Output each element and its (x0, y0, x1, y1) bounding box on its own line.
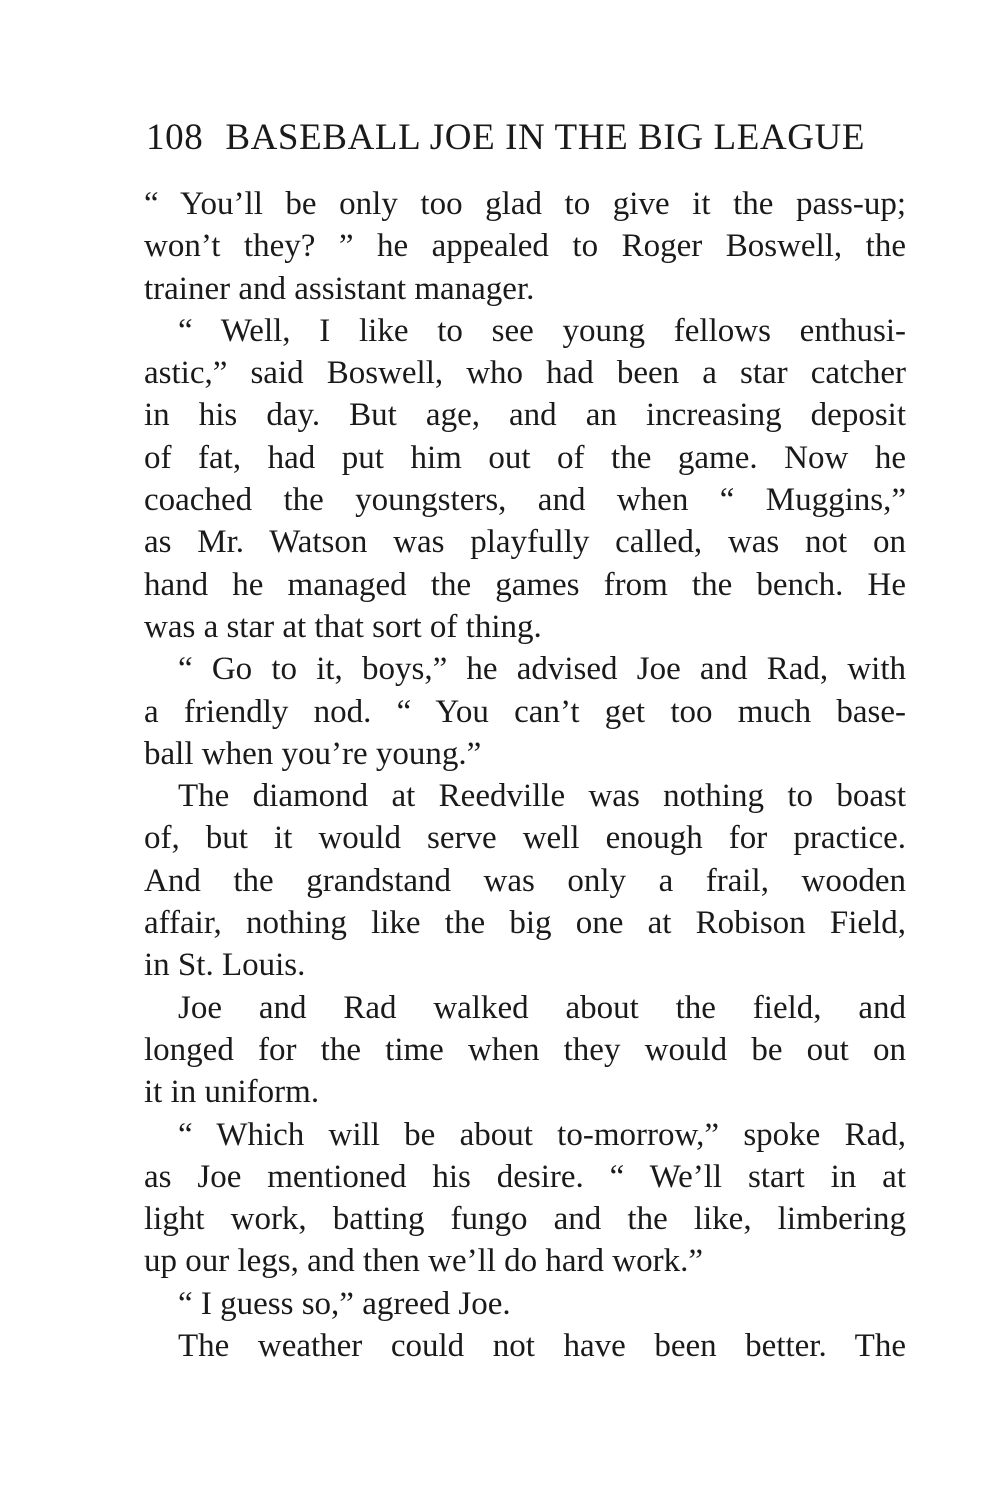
text-line: “ Which will be about to-morrow,” spoke Rad, (178, 1116, 906, 1153)
text-line: “ I guess so,” agreed Joe. (178, 1285, 511, 1322)
text-line: a friendly nod. “ You can’t get too much base- (144, 693, 906, 730)
text-line: in his day. But age, and an increasing deposit (144, 397, 906, 434)
text-line: astic,” said Boswell, who had been a star catcher (144, 355, 906, 392)
text-line: light work, batting fungo and the like, limbering (144, 1201, 906, 1238)
text-line: of fat, had put him out of the game. Now he (144, 439, 906, 476)
body-text (144, 183, 906, 1367)
page-number: 108 (146, 117, 204, 158)
text-line: won’t they? ” he appealed to Roger Boswell, the (144, 228, 906, 265)
running-title: BASEBALL JOE IN THE BIG LEAGUE (225, 117, 866, 158)
text-line: hand he managed the games from the bench. He (144, 566, 906, 603)
text-line: ball when you’re young.” (144, 735, 482, 772)
text-line: “ You’ll be only too glad to give it the pass-up; (144, 186, 906, 222)
text-line: as Joe mentioned his desire. “ We’ll start in at (144, 1158, 906, 1195)
text-line: affair, nothing like the big one at Robison Field, (144, 905, 906, 942)
text-line: Joe and Rad walked about the field, and (178, 989, 906, 1026)
text-line: The weather could not have been better. The (178, 1328, 906, 1365)
text-line: coached the youngsters, and when “ Muggins,” (144, 482, 906, 519)
text-line: trainer and assistant manager. (144, 270, 535, 307)
text-line: of, but it would serve well enough for practice. (144, 820, 906, 857)
text-line: was a star at that sort of thing. (144, 608, 542, 645)
text-line: in St. Louis. (144, 947, 306, 984)
text-line: “ Go to it, boys,” he advised Joe and Rad, with (178, 651, 906, 688)
text-line: as Mr. Watson was playfully called, was not on (144, 524, 906, 561)
text-line: up our legs, and then we’ll do hard work.” (144, 1243, 704, 1280)
text-line: it in uniform. (144, 1074, 320, 1111)
text-line: The diamond at Reedville was nothing to boast (178, 778, 906, 815)
text-line: And the grandstand was only a frail, wooden (144, 862, 906, 899)
running-head (146, 116, 910, 160)
text-line: longed for the time when they would be out on (144, 1031, 906, 1068)
text-line: “ Well, I like to see young fellows enthusi- (178, 312, 906, 349)
